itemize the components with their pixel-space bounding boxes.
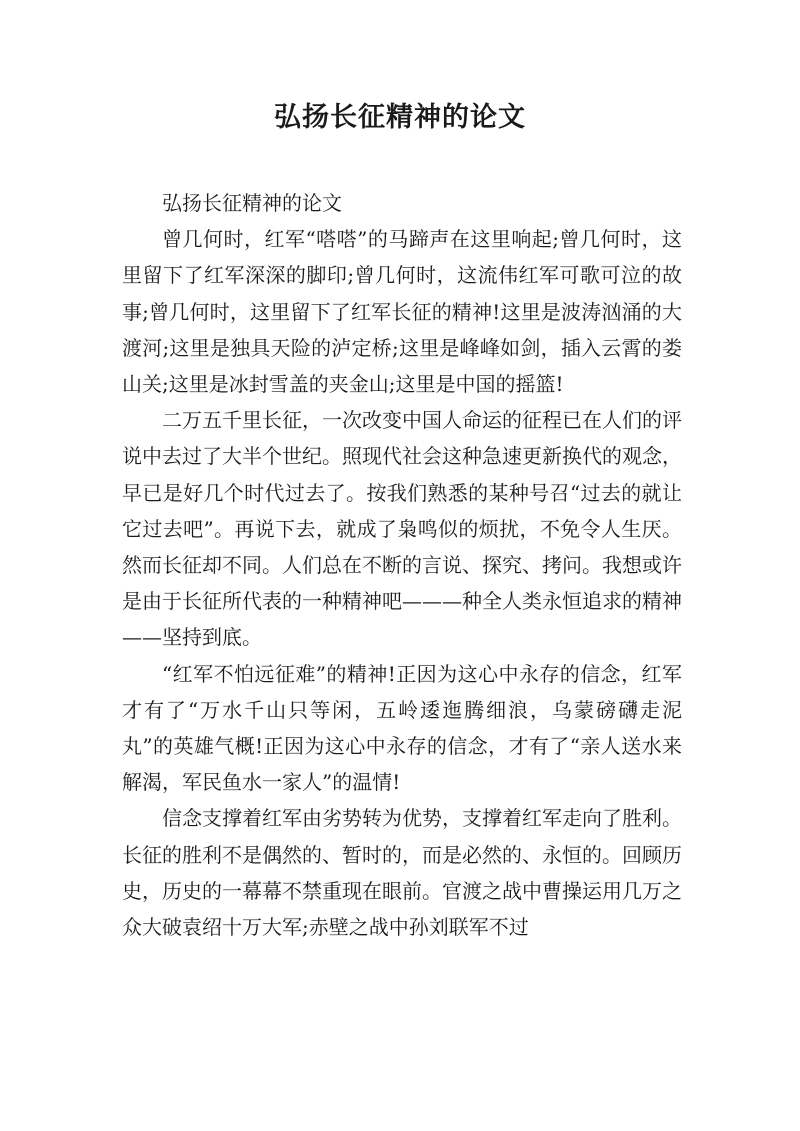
paragraph-1: 曾几何时，红军“嗒嗒”的马蹄声在这里响起;曾几何时，这里留下了红军深深的脚印;曾几何时，这流伟红军可歌可泣的故事;曾几何时，这里留下了红军长征的精神!这里是波涛汹涌的大渡河;这里是独具天险的泸定桥;这里是峰峰如剑，插入云霄的娄山关;这里是冰封雪盖的夹金山;这里是中国的摇篮! [122,227,682,397]
paragraph-4: 信念支撑着红军由劣势转为优势，支撑着红军走向了胜利。长征的胜利不是偶然的、暂时的，而是必然的、永恒的。回顾历史，历史的一幕幕不禁重现在眼前。官渡之战中曹操运用几万之众大破袁绍十万大军;赤壁之战中孙刘联军不过 [122,806,682,940]
paragraph-2: 二万五千里长征，一次改变中国人命运的征程已在人们的评说中去过了大半个世纪。照现代社会这种急速更新换代的观念，早已是好几个时代过去了。按我们熟悉的某种号召“过去的就让它过去吧”。再说下去，就成了枭鸣似的烦扰，不免令人生厌。然而长征却不同。人们总在不断的言说、探究、拷问。我想或许是由于长征所代表的一种精神吧———种全人类永恒追求的精神——坚持到底。 [122,408,682,650]
document-body [122,185,682,945]
paragraph-3: “红军不怕远征难”的精神!正因为这心中永存的信念，红军才有了“万水千山只等闲，五岭逶迤腾细浪，乌蒙磅礴走泥丸”的英雄气概!正因为这心中永存的信念，才有了“亲人送水来解渴，军民鱼水一家人”的温情! [122,661,682,795]
document-title: 弘扬长征精神的论文 [274,102,526,133]
paragraph-subtitle: 弘扬长征精神的论文 [162,191,342,215]
